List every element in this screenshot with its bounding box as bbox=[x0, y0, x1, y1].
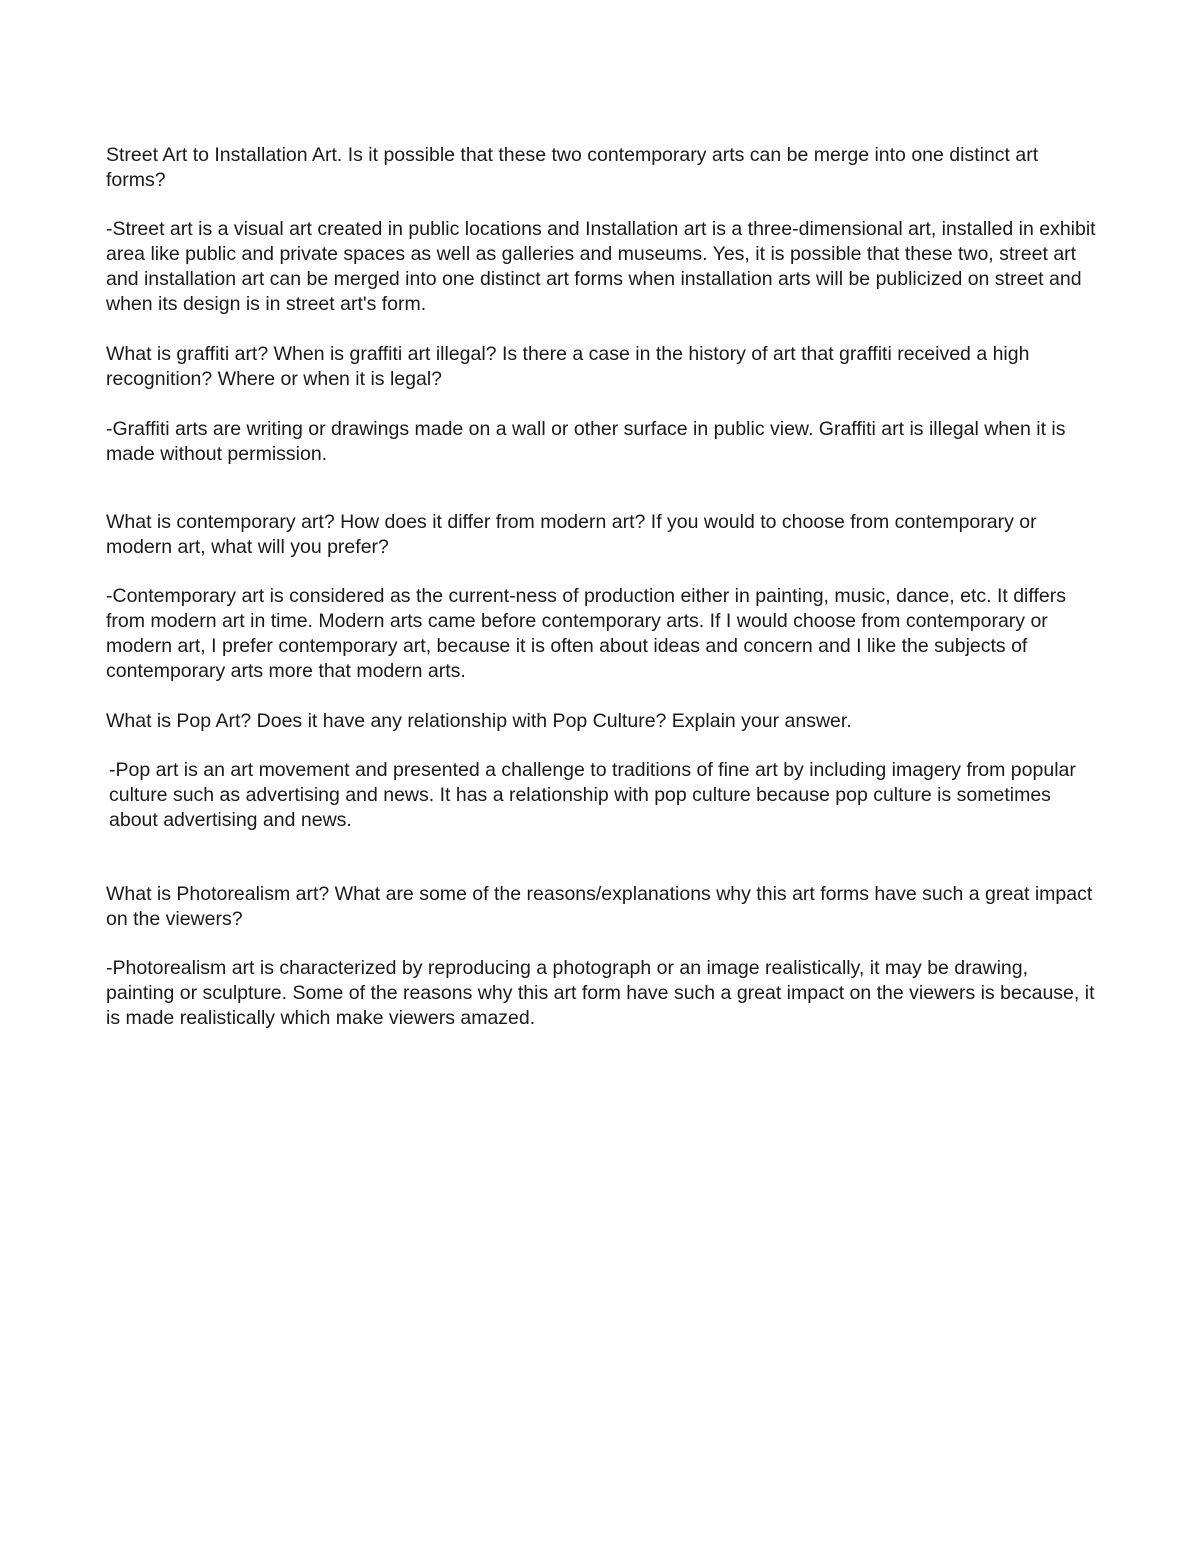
answer-graffiti-art: -Graffiti arts are writing or drawings made on a wall or other surface in public view. Graffiti art is illegal when it is made without permission. bbox=[106, 418, 1066, 465]
answer-street-art-installation: -Street art is a visual art created in public locations and Installation art is a three-dimensional art, installed in exhibit area like public and private spaces as well as galleries and museums. Yes, it is possible that these two, street art and installation art can be merged into one distinct art forms when installation arts will be publicized on street and when its design is in street art's form. bbox=[106, 218, 1096, 315]
question-graffiti-art: What is graffiti art? When is graffiti art illegal? Is there a case in the history of art that graffiti received a high recognition? Where or when it is legal? bbox=[106, 343, 1030, 390]
answer-photorealism-art: -Photorealism art is characterized by reproducing a photograph or an image realistically, it may be drawing, painting or sculpture. Some of the reasons why this art form have such a great impact on the viewers is because, it is made realistically which make viewers amazed. bbox=[106, 957, 1095, 1029]
question-contemporary-art: What is contemporary art? How does it differ from modern art? If you would to choose from contemporary or modern art, what will you prefer? bbox=[106, 511, 1037, 558]
question-street-art-installation: Street Art to Installation Art. Is it possible that these two contemporary arts can be merge into one distinct art forms? bbox=[106, 144, 1039, 191]
answer-pop-art: -Pop art is an art movement and presented a challenge to traditions of fine art by including imagery from popular culture such as advertising and news. It has a relationship with pop culture because pop culture is sometimes about advertising and news. bbox=[109, 759, 1076, 831]
question-photorealism-art: What is Photorealism art? What are some of the reasons/explanations why this art forms have such a great impact on the viewers? bbox=[106, 883, 1093, 930]
answer-contemporary-art: -Contemporary art is considered as the current-ness of production either in painting, music, dance, etc. It differs from modern art in time. Modern arts came before contemporary arts. If I would choose from contemporary or modern art, I prefer contemporary art, because it is often about ideas and concern and I like the subjects of contemporary arts more that modern arts. bbox=[106, 585, 1066, 682]
question-pop-art: What is Pop Art? Does it have any relationship with Pop Culture? Explain your answer. bbox=[106, 710, 852, 732]
